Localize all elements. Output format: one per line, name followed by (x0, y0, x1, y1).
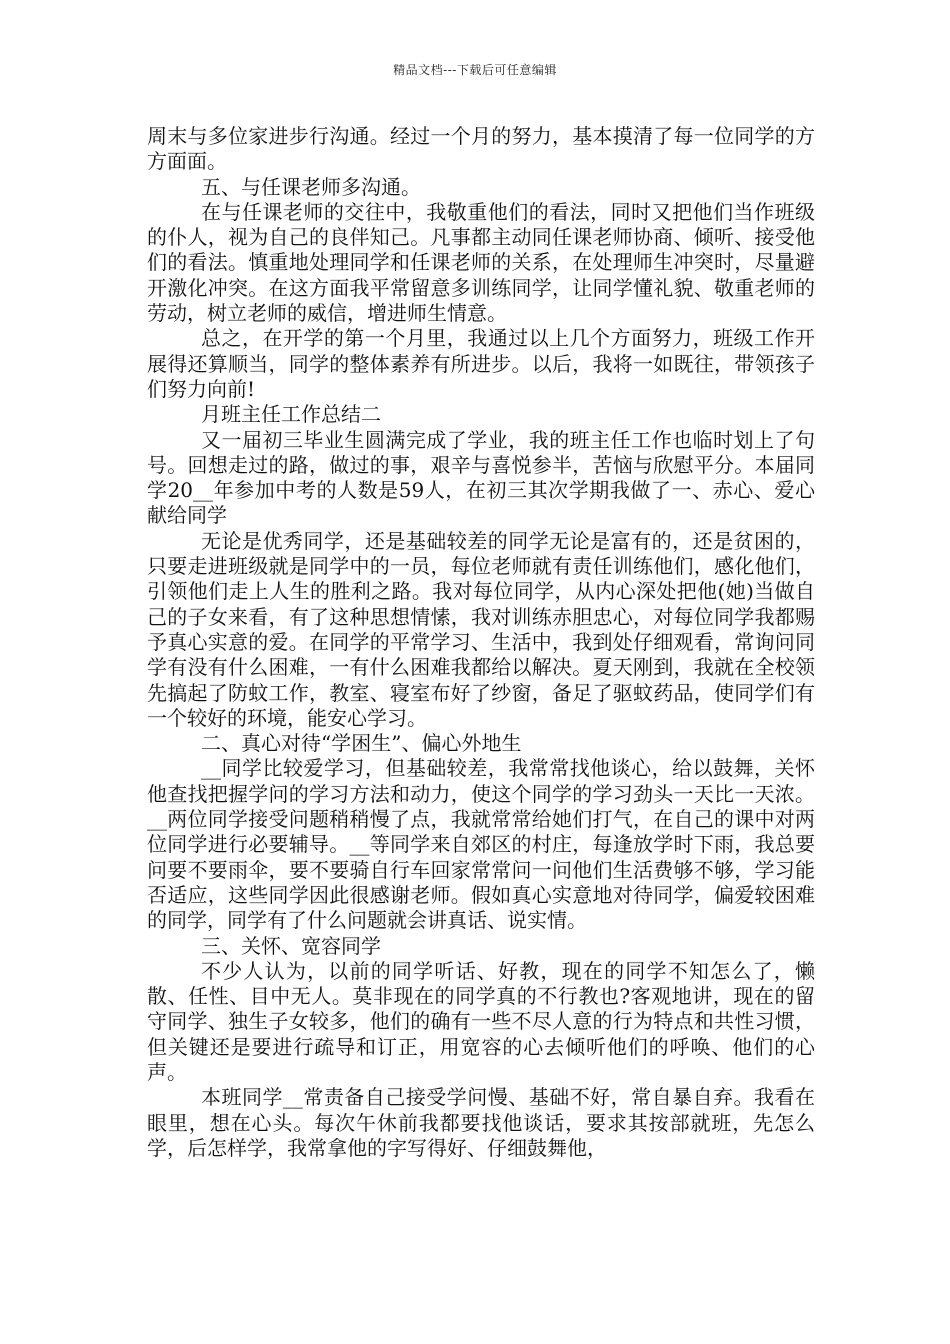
paragraph: 不少人认为，以前的同学听话、好教，现在的同学不知怎么了，懒散、任性、目中无人。莫非现在的同学真的不行教也?客观地讲，现在的留守同学、独生子女较多，他们的确有一些不尽人意的行为特点和共性习惯，但关键还是要进行疏导和订正，用宽容的心去倾听他们的呼唤、他们的心声。 (147, 958, 815, 1084)
paragraph: 总之，在开学的第一个月里，我通过以上几个方面努力，班级工作开展得还算顺当，同学的整体素养有所进步。以后，我将一如既往，带领孩子们努力向前! (147, 326, 815, 401)
paragraph: 月班主任工作总结二 (201, 402, 381, 427)
document-body (147, 124, 815, 1161)
paragraph: 五、与任课老师多沟通。 (201, 174, 421, 199)
page-header: 精品文档---下载后可任意编辑 (393, 63, 557, 77)
paragraph: 又一届初三毕业生圆满完成了学业，我的班主任工作也临时划上了句号。回想走过的路，做过的事，艰辛与喜悦参半，苦恼与欣慰平分。本届同学20__年参加中考的人数是59人，在初三其次学期我做了一、赤心、爱心献给同学 (147, 427, 815, 528)
paragraph: 本班同学__常责备自己接受学问慢、基础不好，常自暴自弃。我看在眼里，想在心头。每次午休前我都要找他谈话，要求其按部就班，先怎么学，后怎样学，我常拿他的字写得好、仔细鼓舞他， (147, 1085, 815, 1160)
paragraph: 三、关怀、宽容同学 (201, 933, 381, 958)
paragraph: 在与任课老师的交往中，我敬重他们的看法，同时又把他们当作班级的仆人，视为自己的良伴知己。凡事都主动同任课老师协商、倾听、接受他们的看法。慎重地处理同学和任课老师的关系，在处理师生冲突时，尽量避开激化冲突。在这方面我平常留意多训练同学，让同学懂礼貌、敬重老师的劳动，树立老师的威信，增进师生情意。 (147, 199, 815, 326)
paragraph: __同学比较爱学习，但基础较差，我常常找他谈心，给以鼓舞，关怀他查找把握学问的学习方法和动力，使这个同学的学习劲头一天比一天浓。__两位同学接受问题稍稍慢了点，我就常常给她们打气，在自己的课中对两位同学进行必要辅导。__等同学来自郊区的村庄，每逢放学时下雨，我总要问要不要雨伞，要不要骑自行车回家常常问一问他们生活费够不够，学习能否适应，这些同学因此很感谢老师。假如真心实意地对待同学，偏爱较困难的同学，同学有了什么问题就会讲真话、说实情。 (147, 756, 815, 933)
paragraph: 二、真心对待“学困生”、偏心外地生 (201, 731, 522, 756)
paragraph: 周末与多位家进步行沟通。经过一个月的努力，基本摸清了每一位同学的方方面面。 (147, 124, 815, 174)
paragraph: 无论是优秀同学，还是基础较差的同学无论是富有的，还是贫困的，只要走进班级就是同学中的一员，每位老师就有责任训练他们，感化他们，引领他们走上人生的胜利之路。我对每位同学，从内心深处把他(她)当做自己的子女来看，有了这种思想情愫，我对训练赤胆忠心，对每位同学我都赐予真心实意的爱。在同学的平常学习、生活中，我到处仔细观看，常询问同学有没有什么困难，一有什么困难我都给以解决。夏天刚到，我就在全校领先搞起了防蚊工作，教室、寝室布好了纱窗，备足了驱蚊药品，使同学们有一个较好的环境，能安心学习。 (147, 528, 815, 730)
